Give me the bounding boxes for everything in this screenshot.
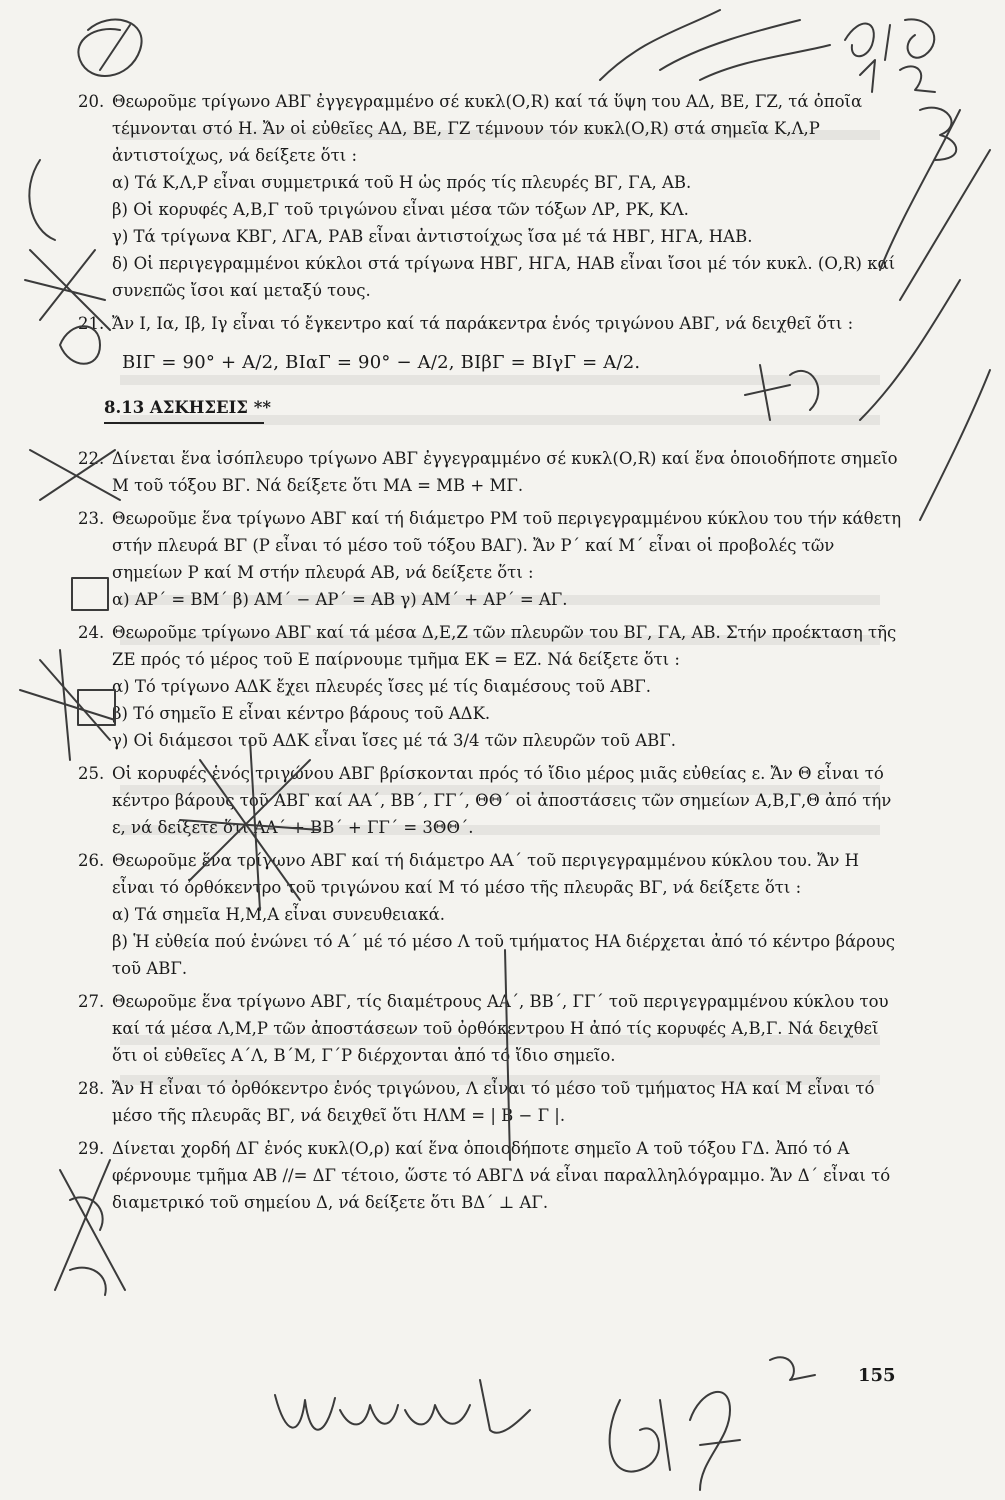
exercise-item: α) ΑΡ΄ = ΒΜ΄ β) ΑΜ΄ − ΑΡ΄ = ΑΒ γ) ΑΜ΄ + ΑΡ΄ = ΑΓ. [112,590,568,609]
exercise-text: Ἄν Η εἶναι τό ὀρθόκεντρο ἑνός τριγώνου, Λ εἶναι τό μέσο τοῦ τμήματος ΗΑ καί Μ εἶναι τό μέσο τῆς πλευρᾶς ΒΓ, νά δειχθεῖ ὅτι ΗΛΜ = | Β − Γ |. [112,1079,875,1125]
exercise-text: Οἱ κορυφές ἑνός τριγώνου ΑΒΓ βρίσκονται πρός τό ἴδιο μέρος μιᾶς εὐθείας ε. Ἄν Θ εἶναι τό κέντρο βάρους τοῦ ΑΒΓ καί ΑΑ΄, ΒΒ΄, ΓΓ΄, ΘΘ΄ οἱ ἀποστάσεις τῶν σημείων Α,Β,Γ,Θ ἀπό τήν ε, νά δείξετε ὅτι ΑΑ΄ + ΒΒ΄ + ΓΓ΄ = 3ΘΘ΄. [112,764,892,837]
exercise-number: 22. [78,449,105,468]
exercise-21 [78,310,902,337]
exercise-item: δ) Οἱ περιγεγραμμένοι κύκλοι στά τρίγωνα ΗΒΓ, ΗΓΑ, ΗΑΒ εἶναι ἴσοι μέ τόν κυκλ. (Ο,R) καί συνεπῶς ἴσοι καί μεταξύ τους. [112,254,896,300]
exercise-number: 27. [78,992,105,1011]
exercise-text: Θεωροῦμε ἕνα τρίγωνο ΑΒΓ καί τή διάμετρο ΡΜ τοῦ περιγεγραμμένου κύκλου του τήν κάθετη στήν πλευρά ΒΓ (Ρ εἶναι τό μέσο τοῦ τόξου ΒΑΓ). Ἄν Ρ΄ καί Μ΄ εἶναι οἱ προβολές τῶν σημείων Ρ καί Μ στήν πλευρά ΑΒ, νά δείξετε ὅτι : [112,509,902,582]
exercise-items [112,673,902,754]
angle-formula: ΒΙΓ = 90° + Α/2, ΒΙαΓ = 90° − Α/2, ΒΙβΓ = ΒΙγΓ = Α/2. [122,352,641,373]
exercise-text: Ἄν Ι, Ια, Ιβ, Ιγ εἶναι τό ἔγκεντρο καί τά παράκεντρα ἑνός τριγώνου ΑΒΓ, νά δειχθεῖ ὅτι : [112,314,854,333]
exercise-25 [78,760,902,841]
exercise-24 [78,619,902,754]
exercise-number: 25. [78,764,105,783]
exercise-group-b [78,445,902,1216]
exercise-item: β) Ἡ εὐθεία πού ἑνώνει τό Α΄ μέ τό μέσο Λ τοῦ τμήματος ΗΑ διέρχεται ἀπό τό κέντρο βάρους τοῦ ΑΒΓ. [112,932,896,978]
exercise-27 [78,988,902,1069]
exercise-item: γ) Τά τρίγωνα ΚΒΓ, ΛΓΑ, ΡΑΒ εἶναι ἀντιστοίχως ἴσα μέ τά ΗΒΓ, ΗΓΑ, ΗΑΒ. [112,227,753,246]
exercise-group-a [78,88,902,337]
exercise-item: β) Οἱ κορυφές Α,Β,Γ τοῦ τριγώνου εἶναι μέσα τῶν τόξων ΛΡ, ΡΚ, ΚΛ. [112,200,689,219]
exercise-text: Θεωροῦμε ἕνα τρίγωνο ΑΒΓ, τίς διαμέτρους ΑΑ΄, ΒΒ΄, ΓΓ΄ τοῦ περιγεγραμμένου κύκλου του καί τά μέσα Λ,Μ,Ρ τῶν ἀποστάσεων τοῦ ὀρθόκεντρου Η ἀπό τίς κορυφές Α,Β,Γ. Νά δειχθεῖ ὅτι οἱ εὐθεῖες Α΄Λ, Β΄Μ, Γ΄Ρ διέρχονται ἀπό τό ἴδιο σημεῖο. [112,992,889,1065]
section-heading-text: 8.13 ΑΣΚΗΣΕΙΣ ** [104,398,271,417]
section-underline [104,422,264,424]
exercise-number: 28. [78,1079,105,1098]
exercise-26 [78,847,902,982]
exercise-items [112,901,902,982]
exercise-20 [78,88,902,304]
exercise-text: Θεωροῦμε τρίγωνο ΑΒΓ ἐγγεγραμμένο σέ κυκλ(Ο,R) καί τά ὕψη του ΑΔ, ΒΕ, ΓΖ, τά ὁποῖα τέμνονται στό Η. Ἄν οἱ εὐθεῖες ΑΔ, ΒΕ, ΓΖ τέμνουν τόν κυκλ(Ο,R) στά σημεῖα Κ,Λ,Ρ ἀντιστοίχως, νά δείξετε ὅτι : [112,92,863,165]
exercise-number: 20. [78,92,105,111]
exercise-items [112,586,902,613]
exercise-text: Θεωροῦμε ἕνα τρίγωνο ΑΒΓ καί τή διάμετρο ΑΑ΄ τοῦ περιγεγραμμένου κύκλου του. Ἄν Η εἶναι τό ὀρθόκεντρο τοῦ τριγώνου καί Μ τό μέσο τῆς πλευρᾶς ΒΓ, νά δείξετε ὅτι : [112,851,860,897]
exercise-text: Θεωροῦμε τρίγωνο ΑΒΓ καί τά μέσα Δ,Ε,Ζ τῶν πλευρῶν του ΒΓ, ΓΑ, ΑΒ. Στήν προέκταση τῆς ΖΕ πρός τό μέρος τοῦ Ε παίρνουμε τμῆμα ΕΚ = ΕΖ. Νά δείξετε ὅτι : [112,623,897,669]
exercise-number: 24. [78,623,105,642]
exercise-item: α) Τά σημεῖα Η,Μ,Α εἶναι συνευθειακά. [112,905,446,924]
exercise-text: Δίνεται χορδή ΔΓ ἑνός κυκλ(Ο,ρ) καί ἕνα ὁποιοδήποτε σημεῖο Α τοῦ τόξου ΓΔ. Ἀπό τό Α φέρνουμε τμῆμα ΑΒ //= ΔΓ τέτοιο, ὥστε τό ΑΒΓΔ νά εἶναι παραλληλόγραμμο. Ἄν Δ΄ εἶναι τό διαμετρικό τοῦ σημείου Δ, νά δείξετε ὅτι ΒΔ΄ ⊥ ΑΓ. [112,1139,891,1212]
exercise-number: 29. [78,1139,105,1158]
exercise-item: α) Τό τρίγωνο ΑΔΚ ἔχει πλευρές ἴσες μέ τίς διαμέσους τοῦ ΑΒΓ. [112,677,651,696]
exercise-23 [78,505,902,613]
exercise-item: γ) Οἱ διάμεσοι τοῦ ΑΔΚ εἶναι ἴσες μέ τά 3/4 τῶν πλευρῶν τοῦ ΑΒΓ. [112,731,676,750]
page-content [78,88,902,1222]
exercise-28 [78,1075,902,1129]
exercise-number: 23. [78,509,105,528]
exercise-29 [78,1135,902,1216]
exercise-22 [78,445,902,499]
exercise-number: 21. [78,314,105,333]
exercise-number: 26. [78,851,105,870]
exercise-text: Δίνεται ἕνα ἰσόπλευρο τρίγωνο ΑΒΓ ἐγγεγραμμένο σέ κυκλ(Ο,R) καί ἕνα ὁποιοδήποτε σημεῖο Μ τοῦ τόξου ΒΓ. Νά δείξετε ὅτι ΜΑ = ΜΒ + ΜΓ. [112,449,898,495]
page-number: 155 [858,1365,896,1386]
exercise-item: α) Τά Κ,Λ,Ρ εἶναι συμμετρικά τοῦ Η ὡς πρός τίς πλευρές ΒΓ, ΓΑ, ΑΒ. [112,173,692,192]
section-heading [104,394,902,421]
exercise-items [112,169,902,304]
exercise-item: β) Τό σημεῖο Ε εἶναι κέντρο βάρους τοῦ ΑΔΚ. [112,704,491,723]
